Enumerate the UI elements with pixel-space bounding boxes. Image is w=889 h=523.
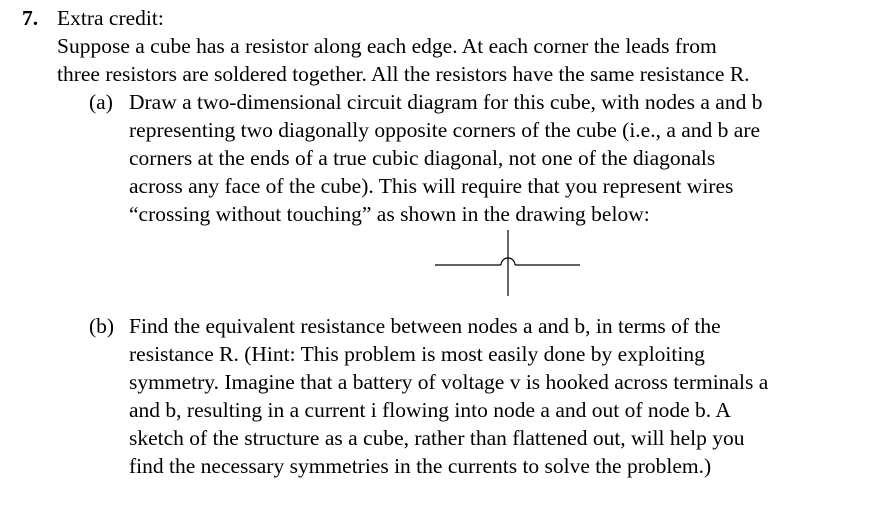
part-b-label: (b)	[89, 314, 115, 338]
part-b-line: symmetry. Imagine that a battery of voltage v is hooked across terminals a	[129, 370, 769, 394]
part-a-line: “crossing without touching” as shown in the drawing below:	[129, 202, 650, 226]
intro-line: Suppose a cube has a resistor along each edge. At each corner the leads from	[57, 34, 717, 58]
problem-number: 7.	[22, 6, 39, 30]
part-b-line: sketch of the structure as a cube, rather than flattened out, will help you	[129, 426, 745, 450]
wire-crossing-hop-icon	[435, 228, 580, 298]
part-a-label: (a)	[89, 90, 113, 114]
problem-title: Extra credit:	[57, 6, 164, 30]
part-a-line: Draw a two-dimensional circuit diagram for this cube, with nodes a and b	[129, 90, 763, 114]
part-b-text	[129, 312, 879, 480]
part-b-line: resistance R. (Hint: This problem is most easily done by exploiting	[129, 342, 705, 366]
part-b-line: Find the equivalent resistance between nodes a and b, in terms of the	[129, 314, 721, 338]
part-a-line: corners at the ends of a true cubic diagonal, not one of the diagonals	[129, 146, 716, 170]
part-a-text	[129, 88, 879, 228]
part-b-line: find the necessary symmetries in the currents to solve the problem.)	[129, 454, 712, 478]
problem-intro	[57, 32, 877, 88]
intro-line: three resistors are soldered together. All the resistors have the same resistance R.	[57, 62, 750, 86]
part-a-line: across any face of the cube). This will require that you represent wires	[129, 174, 734, 198]
part-a-line: representing two diagonally opposite corners of the cube (i.e., a and b are	[129, 118, 761, 142]
part-b-line: and b, resulting in a current i flowing into node a and out of node b. A	[129, 398, 731, 422]
